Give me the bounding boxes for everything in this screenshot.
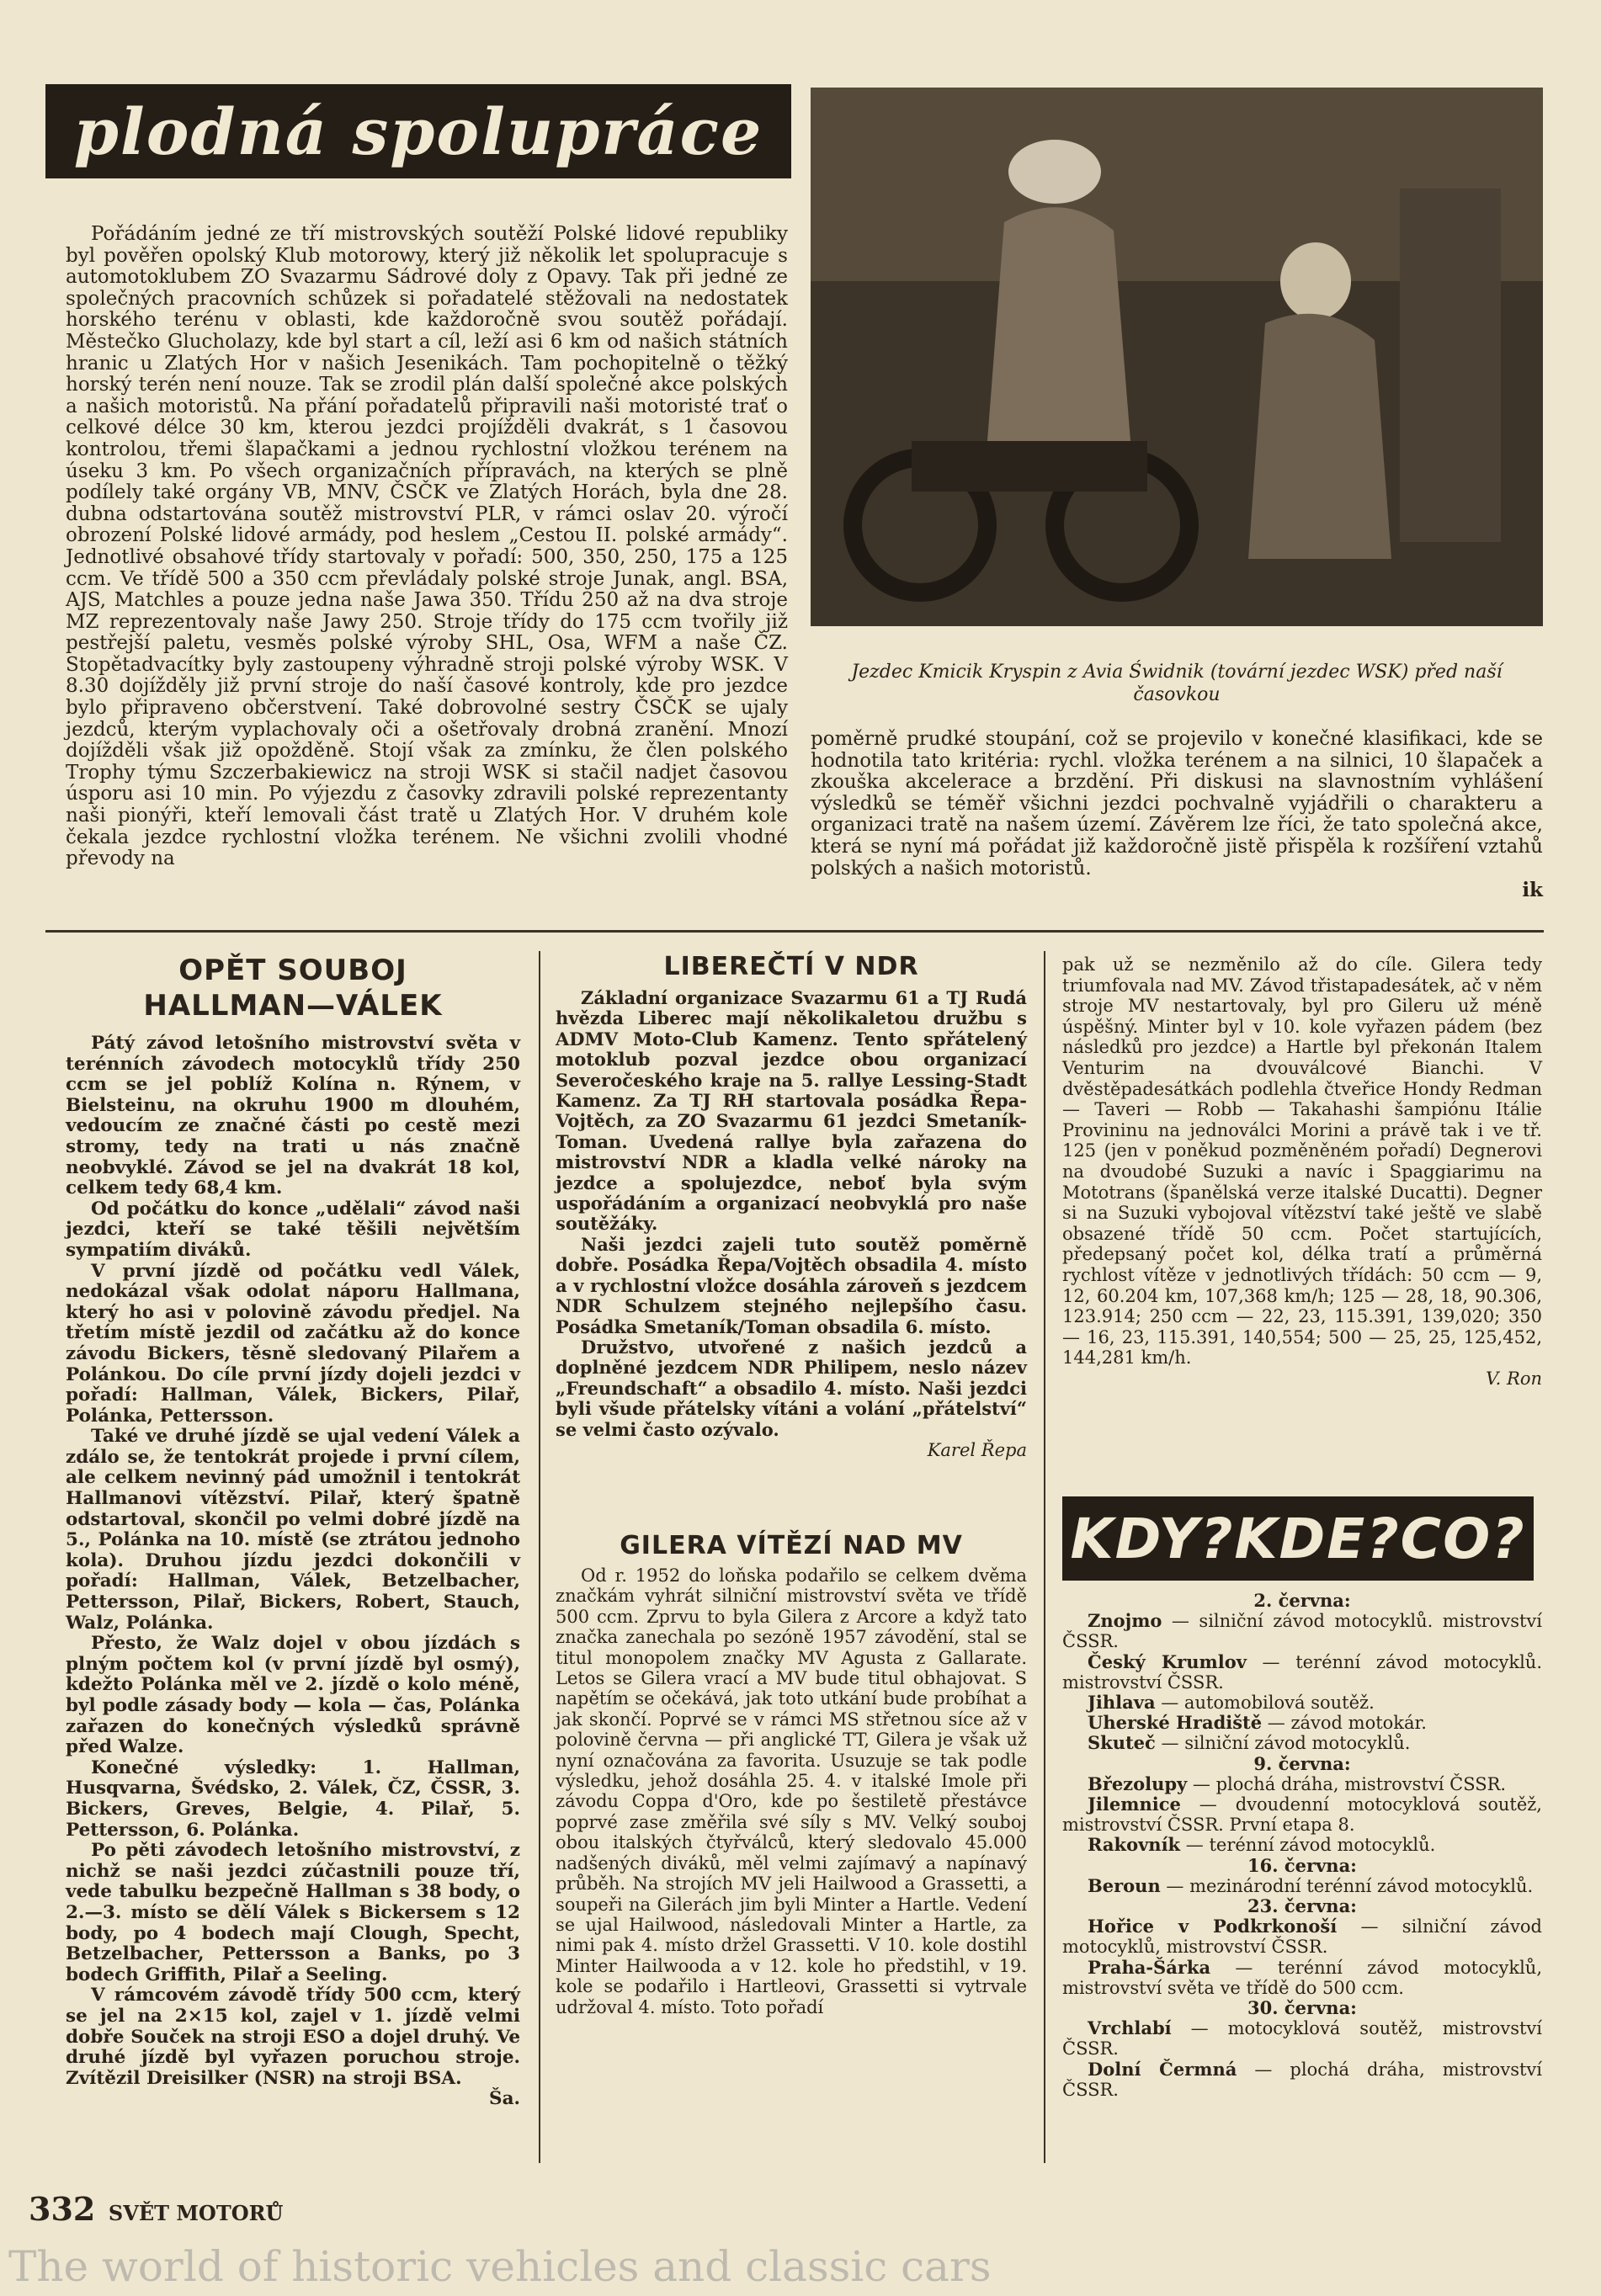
event-place: Jihlava xyxy=(1088,1692,1156,1714)
article-main-part1: Pořádáním jedné ze tří mistrovských soutěží Polské lidové republiky byl pověřen opolský Klub motorowy, který již několik let spolupracuje s automotoklubem ZO Svazarmu Sádrové doly z Opavy. Tak při jedné ze společných pracovních schůzek si pořadatelé stěžovali na nedostatek horského terénu v oblasti, kde každoročně svou soutěž pořádají. Městečko Glucholazy, kde byl start a cíl, leží asi 6 km od našich státních hranic u Zlatých Hor v našich Jesenikách. Tam pochopitelně o těžký horský terén není nouze. Tak se zrodil plán další společné akce polských a našich motoristů. Na přání pořadatelů připravili naši motoristé trať o celkové délce 30 km, kterou jezdci projížděli dvakrát, s 1 časovou kontrolou, třemi šlapačkami a jednou rychlostní vložkou terénem na úseku 3 km. Po všech organizačních přípravách, na kterých se plně podílely také orgány VB, MNV, ČSČK ve Zlatých Horách, byla dne 28. dubna odstartována soutěž mistrovství PLR, v rámci oslav 20. výročí obrození Polské lidové armády, pod heslem „Cestou II. polské armády“. Jednotlivé obsahové třídy startovaly v pořadí: 500, 350, 250, 175 a 125 ccm. Ve třídě 500 a 350 ccm převládaly polské stroje Junak, angl. BSA, AJS, Matchles a pouze jedna naše Jawa 350. Třídu 250 až na dva stroje MZ reprezentovaly naše Jawy 250. Stroje třídy do 175 ccm tvořily již pestřejší paletu, vesměs polské výroby SHL, Osa, WFM a naše ČZ. Stopětadvacítky byly zastoupeny výhradně stroji polské výroby WSK. V 8.30 dojížděly již první stroje do naší časové kontroly, kde pro jezdce bylo připraveno občerstvení. Také dobrovolné sestry ČSČK se ujaly jezdců, kterým vyplachovaly oči a ošetřovaly drobná zranění. Mnozí dojížděli však již opožděně. Stojí však za zmínku, že člen polského Trophy týmu Szczerbakiewicz na stroji WSK si stačil nadjet časovou úsporu asi 10 min. Po výjezdu z časovky zdravili polské reprezentanty naši pionýři, kteří lemovali část tratě u Zlatých Hor. V druhém kole čekala jezdce rychlostní vložka terénem. Ne všichni zvolili vhodné převody na xyxy=(66,223,788,870)
calendar-event xyxy=(1062,1958,1542,1998)
article-main-part2: poměrně prudké stoupání, což se projevilo v konečné klasifikaci, kde se hodnotila tato kritéria: rychl. vložka terénem a na silnici, 10 šlapaček a zkouška akcelerace a brzdění. Při diskusi na slavnostním vyhlášení výsledků se téměř všichni jezdci pochvalně vyjádřili o charakteru a organizaci tratě na našem území. Závěrem lze říci, že tato společná akce, která se nyní má pořádat již každoročně jistě přispěla k rozšíření vztahů polských a našich motoristů. xyxy=(811,728,1543,880)
paragraph: Po pěti závodech letošního mistrovství, z nichž se naši jezdci zúčastnili pouze tří, vede tabulku bezpečně Hallman s 38 body, o 2.—3. místo se dělí Válek s Bickersem s 12 body, po 4 bodech mají Clough, Specht, Betzelbacher, Pettersson a Banks, po 3 bodech Griffith, Pilař a Seeling. xyxy=(66,1840,520,1985)
event-desc: — dvoudenní motocyklová soutěž, mistrovství ČSSR. První etapa 8. xyxy=(1062,1794,1542,1836)
paragraph: Od r. 1952 do loňska podařilo se celkem dvěma značkám vyhrát silniční mistrovství světa ve třídě 500 ccm. Zprvu to byla Gilera z Arcore a když tato značka zanechala po sezóně 1957 závodění, stal se titul monopolem značky MV Agusta z Gallarate. Letos se Gilera vrací a MV bude titul obhajovat. S napětím se očekává, jak toto utkání bude probíhat a jak skončí. Poprvé se v rámci MS střetnou síce až v polovině června — při anglické TT, Gilera je však už nyní označována za favorita. Usuzuje se tak podle výsledku, jehož dosáhla 25. 4. v italské Imole při závodu Coppa d'Oro, kde po šestiletě přestávce poprvé zase změřila své síly s MV. Velký souboj obou italských čtyřválců, který sledovalo 45.000 nadšených diváků, měl velmi zajímavý a napínavý průběh. Na strojích MV jeli Hailwood a Grassetti, a soupeři na Gilerách jim byli Minter a Hartle. Vedení se ujal Hailwood, následovali Minter a Hartle, za nimi pak 4. místo držel Grassetti. V 10. kole dostihl Minter Hailwooda a v 12. kole ho předstihl, v 19. kole se podařilo i Hartleovi, Grassetti si vytrvale udržoval 4. místo. Toto pořadí xyxy=(556,1565,1027,2017)
event-desc: — mezinárodní terénní závod motocyklů. xyxy=(1160,1875,1534,1896)
event-place: Březolupy xyxy=(1088,1772,1188,1794)
calendar-date: 9. června: xyxy=(1253,1752,1351,1774)
paragraph: Také ve druhé jízdě se ujal vedení Válek a zdálo se, že tentokrát projede i první cílem, ale celkem nevinný pád umožnil i tentokrát Hallmanovi vítězství. Pilař, který špatně odstartoval, skončil po velmi dobré jízdě na 5., Polánka na 10. místě (se ztrátou jednoho kola). Druhou jízdu jezdci dokončili v pořadí: Hallman, Válek, Betzelbacher, Pettersson, Pilař, Bickers, Robert, Stauch, Walz, Polánka. xyxy=(66,1426,520,1634)
calendar-event xyxy=(1062,1733,1542,1753)
paragraph: V první jízdě od počátku vedl Válek, nedokázal však odolat náporu Hallmana, který ho asi v polovině závodu předjel. Na třetím místě jezdil od začátku až do konce závodu Bickers, těsně sledovaný Pilařem a Polánkou. Do cíle první jízdy dojeli jezdci v pořadí: Hallman, Válek, Bickers, Pilař, Polánka, Pettersson. xyxy=(66,1260,520,1427)
event-place: Hořice v Podkrkonoší xyxy=(1088,1916,1338,1937)
calendar-event xyxy=(1062,1916,1542,1957)
article-gilera-body xyxy=(556,1565,1027,2017)
paragraph: Od počátku do konce „udělali“ závod naši jezdci, kteří se také těšili největším sympatiím diváků. xyxy=(66,1198,520,1261)
article-main-text xyxy=(66,224,788,870)
event-place: Znojmo xyxy=(1088,1610,1162,1632)
watermark: The world of historic vehicles and classic cars xyxy=(8,2242,992,2291)
event-desc: — silniční závod motocyklů. xyxy=(1155,1733,1411,1754)
event-place: Český Krumlov xyxy=(1088,1650,1247,1672)
article-gilera xyxy=(556,1530,1027,2017)
event-desc: — závod motokár. xyxy=(1262,1713,1427,1734)
article-liberec-body xyxy=(556,988,1027,1460)
calendar-event xyxy=(1062,1652,1542,1693)
calendar-event xyxy=(1062,1611,1542,1651)
calendar-event xyxy=(1062,1876,1542,1896)
paragraph: Konečné výsledky: 1. Hallman, Husqvarna, Švédsko, 2. Válek, ČZ, ČSSR, 3. Bickers, Greves, Belgie, 4. Pilař, 5. Pettersson, 6. Polánka. xyxy=(66,1757,520,1841)
calendar-date: 2. června: xyxy=(1253,1590,1351,1611)
calendar-event xyxy=(1062,1835,1542,1855)
calendar-banner xyxy=(1062,1496,1534,1581)
article-hallman xyxy=(66,953,520,2110)
article-main-signature: ik xyxy=(1522,879,1543,902)
page-footer xyxy=(29,2190,283,2228)
calendar-event xyxy=(1062,2018,1542,2059)
article-hallman-title-line2: HALLMAN—VÁLEK xyxy=(143,989,443,1023)
event-place: Vrchlabí xyxy=(1088,2017,1172,2039)
calendar-date: 30. června: xyxy=(1247,1997,1357,2019)
calendar-list xyxy=(1062,1591,1542,2100)
article-hallman-body xyxy=(66,1034,520,2110)
photo-caption: Jezdec Kmicik Kryspin z Avia Świdnik (tovární jezdec WSK) před naší časovkou xyxy=(851,662,1503,705)
column-divider xyxy=(1044,951,1045,2163)
article-liberec xyxy=(556,951,1027,1460)
column-divider xyxy=(539,951,540,2163)
paragraph: Základní organizace Svazarmu 61 a TJ Rudá hvězda Liberec mají několikaletou družbu s ADMV Moto-Club Kamenz. Tento spřátelený motoklub pozval jezdce obou organizací Severočeského kraje na 5. rallye Lessing-Stadt Kamenz. Za TJ RH startovala posádka Řepa-Vojtěch, za ZO Svazarmu 61 jezdci Smetaník-Toman. Uvedená rallye byla zařazena do mistrovství NDR a kladla velké nároky na jezdce a spolujezdce, neboť byla svým uspořádáním a organizací neobvyklá pro naše soutěžáky. xyxy=(556,987,1027,1235)
article-hallman-signature: Ša. xyxy=(489,2088,520,2110)
event-place: Skuteč xyxy=(1088,1732,1156,1754)
event-desc: — automobilová soutěž. xyxy=(1155,1693,1375,1714)
event-desc: — silniční závod motocyklů. mistrovství ČSSR. xyxy=(1062,1611,1542,1652)
calendar-date: 16. června: xyxy=(1247,1854,1357,1876)
paragraph: V rámcovém závodě třídy 500 ccm, který se jel na 2×15 kol, zajel v 1. jízdě velmi dobře Souček na stroji ESO a dojel druhý. Ve druhé jízdě byl vyřazen poruchou stroje. Zvítězil Dreisilker (NSR) na stroji BSA. xyxy=(66,1985,520,2089)
paragraph: Pátý závod letošního mistrovství světa v terénních závodech motocyklů třídy 250 ccm se jel poblíž Kolína n. Rýnem, v Bielsteinu, na okruhu 1900 m dlouhém, vedoucím ze značné části po cestě mezi stromy, tedy na trati u nás značně neobvyklé. Závod se jel na dvakrát 18 kol, celkem tedy 68,4 km. xyxy=(66,1033,520,1199)
event-place: Beroun xyxy=(1088,1874,1161,1896)
calendar-event xyxy=(1062,1713,1542,1733)
event-desc: — terénní závod motocyklů. mistrovství ČSSR. xyxy=(1062,1651,1542,1693)
article-hallman-title-line1: OPĚT SOUBOJ xyxy=(178,954,407,987)
calendar-event xyxy=(1062,1794,1542,1835)
paragraph: Naši jezdci zajeli tuto soutěž poměrně dobře. Posádka Řepa/Vojtěch obsadila 4. místo a v rychlostní vložce dosáhla zároveň s jezdcem NDR Schulzem stejného nejlepšího času. Posádka Smetaník/Toman obsadila 6. místo. xyxy=(556,1233,1027,1337)
calendar-date: 23. června: xyxy=(1247,1895,1357,1917)
calendar-event xyxy=(1062,1774,1542,1794)
article-banner xyxy=(45,84,791,178)
event-desc: — terénní závod motocyklů, mistrovství světa ve třídě do 500 ccm. xyxy=(1062,1957,1542,1998)
article-gilera-signature: V. Ron xyxy=(1486,1368,1542,1389)
calendar-event xyxy=(1062,2059,1542,2100)
article-hallman-title xyxy=(66,953,520,1023)
event-desc: — plochá dráha, mistrovství ČSSR. xyxy=(1187,1773,1507,1794)
article-main-continuation xyxy=(811,729,1543,901)
article-gilera-title: GILERA VÍTĚZÍ NAD MV xyxy=(620,1531,963,1560)
paragraph: Přesto, že Walz dojel v obou jízdách s plným počtem kol (v první jízdě byl osmý), kdežto Polánka měl ve 2. jízdě o kolo méně, byl podle zásady body — kola — čas, Polánka zařazen do konečných výsledků správně před Walze. xyxy=(66,1633,520,1758)
page-number: 332 xyxy=(29,2190,96,2228)
article-title: plodná spolupráce xyxy=(73,93,763,169)
event-place: Rakovník xyxy=(1088,1834,1181,1856)
event-desc: — motocyklová soutěž, mistrovství ČSSR. xyxy=(1062,2018,1542,2059)
event-place: Uherské Hradiště xyxy=(1088,1712,1263,1734)
magazine-name: SVĚT MOTORŮ xyxy=(108,2201,284,2225)
photo-riders xyxy=(811,88,1543,626)
event-desc: — plochá dráha, mistrovství ČSSR. xyxy=(1062,2059,1542,2100)
calendar-event xyxy=(1062,1693,1542,1713)
event-place: Dolní Čermná xyxy=(1088,2058,1237,2080)
event-desc: — silniční závod motocyklů, mistrovství ČSSR. xyxy=(1062,1916,1543,1958)
paragraph: pak už se nezměnilo až do cíle. Gilera tedy triumfovala nad MV. Závod třistapadesátek, ač v něm stroje MV nestartovaly, byl pro Gileru už méně úspěšný. Minter byl v 10. kole vyřazen pádem (bez následků pro jezdce) a Hartle byl překonán Italem Venturim na dvouválcové Bianchi. V dvěstěpadesátkách podlehla čtveřice Hondy Redman — Taveri — Robb — Takahashi šampiónu Itálie Provininu na jednoválci Morini a právě tak i ve tř. 125 (jen v poněkud pozměněném pořadí) Degnerovi na dvoudobé Suzuki a navíc i Spaggiarimu na Mototrans (španělská verze italské Ducatti). Degner si na Suzuki vybojoval vítězství také ještě ve slabě obsazené třídě 50 ccm. Počet startujících, předepsaný počet kol, délka tratí a průměrná rychlost vítěze v jednotlivých třídách: 50 ccm — 9, 12, 60.204 km, 107,368 km/h; 125 — 28, 18, 90.306, 123.914; 250 ccm — 22, 23, 115.391, 139,020; 350 — 16, 23, 115.391, 140,554; 500 — 25, 25, 125,452, 144,281 km/h. xyxy=(1062,954,1542,1369)
event-desc: — terénní závod motocyklů. xyxy=(1180,1835,1436,1856)
event-place: Praha-Šárka xyxy=(1088,1956,1211,1978)
article-liberec-signature: Karel Řepa xyxy=(927,1439,1027,1460)
article-liberec-title: LIBEREČTÍ V NDR xyxy=(663,952,919,981)
calendar-title: KDY?KDE?CO? xyxy=(1070,1506,1526,1571)
article-gilera-continuation xyxy=(1062,954,1542,1389)
paragraph: Družstvo, utvořené z našich jezdců a doplněné jezdcem NDR Philipem, neslo název „Freundschaft“ a obsadilo 4. místo. Naši jezdci byli všude přátelsky vítáni a volání „přátelství“ se velmi často ozývalo. xyxy=(556,1336,1027,1440)
event-place: Jilemnice xyxy=(1088,1794,1181,1815)
section-divider xyxy=(45,930,1544,933)
